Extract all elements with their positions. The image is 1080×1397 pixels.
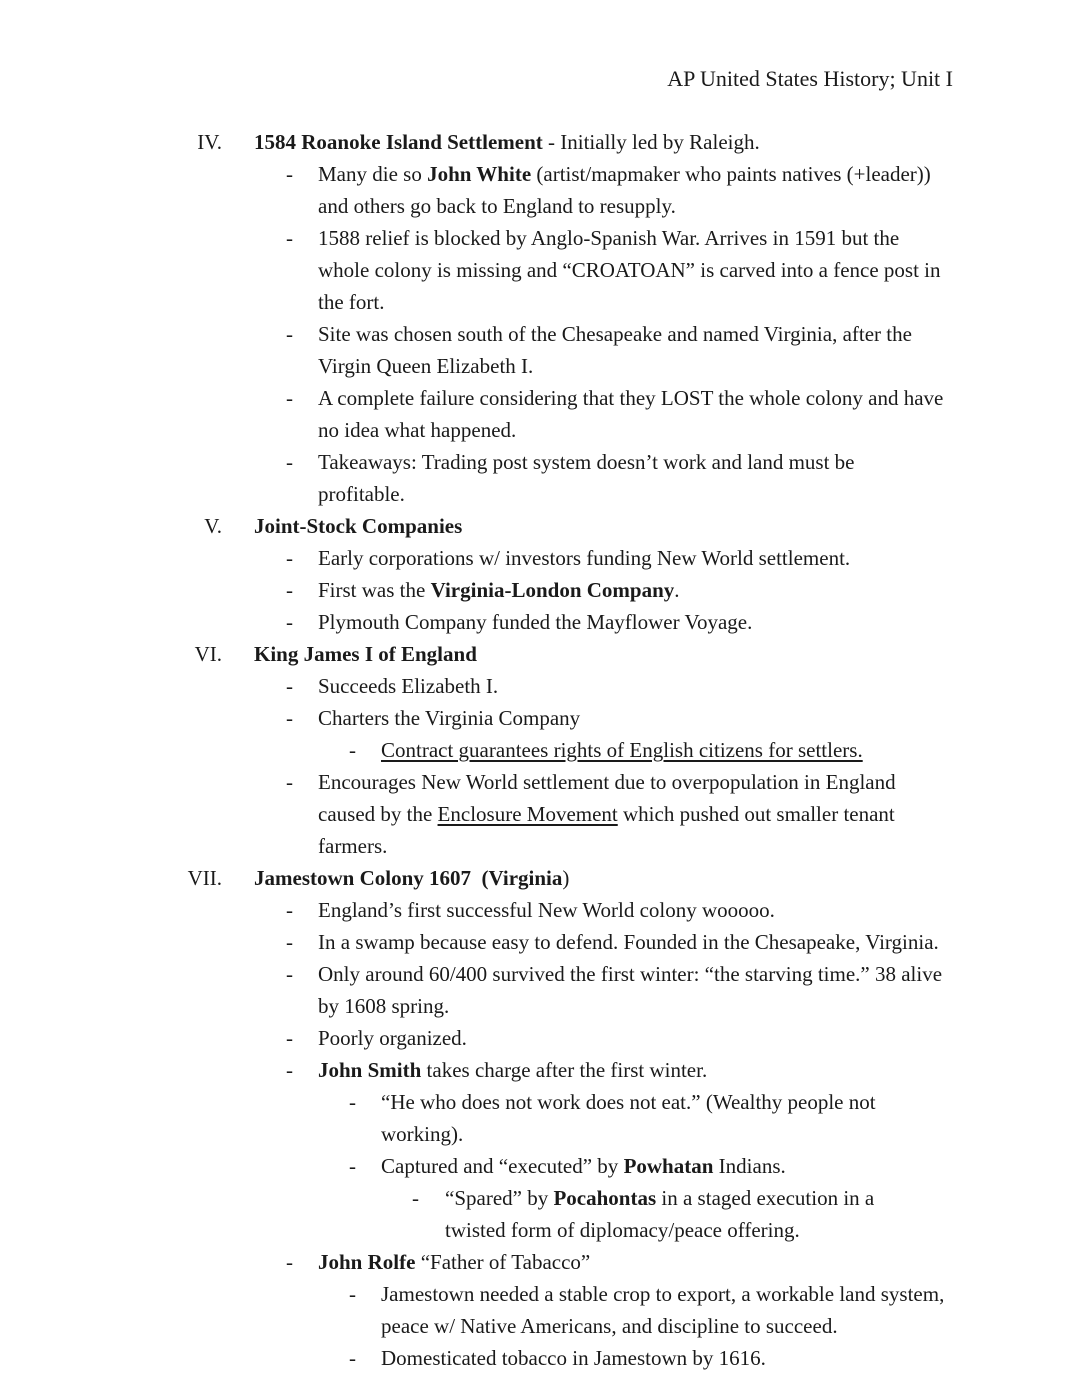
underlined-text: Enclosure Movement <box>437 802 618 826</box>
bullet-dash: - <box>286 450 293 474</box>
bullet-dash: - <box>286 674 293 698</box>
roman-numeral: IV. <box>197 130 222 154</box>
bullet <box>0 766 1080 862</box>
bold-term: John Rolfe <box>318 1250 416 1274</box>
bullet <box>0 670 1080 702</box>
underlined-text: Contract guarantees rights of English citizens for settlers. <box>381 738 863 762</box>
bullet-dash: - <box>349 1154 356 1178</box>
bullet-dash: - <box>286 162 293 186</box>
bullet-dash: - <box>286 706 293 730</box>
bullet <box>0 1054 1080 1086</box>
bullet <box>0 894 1080 926</box>
bullet-text: “Father of Tabacco” <box>415 1250 591 1274</box>
bullet-dash: - <box>286 386 293 410</box>
bullet-dash: - <box>286 578 293 602</box>
heading-bold: King James I of England <box>254 642 477 666</box>
bullet-dash: - <box>286 546 293 570</box>
bullet <box>0 926 1080 958</box>
sub-bullet <box>0 1150 1080 1182</box>
bullet <box>0 542 1080 574</box>
bullet-text: Only around 60/400 survived the first winter: “the starving time.” 38 alive by 1608 spring. <box>318 962 943 1018</box>
heading-rest: - Initially led by Raleigh. <box>542 130 760 154</box>
bullet <box>0 222 1080 318</box>
bold-term: John White <box>427 162 532 186</box>
section-heading <box>0 862 1080 894</box>
section-jamestown <box>0 862 1080 1374</box>
bullet-text: Succeeds Elizabeth I. <box>318 674 499 698</box>
bullet-text: (artist/mapmaker who paints natives (+leader)) and others go back to England to resupply. <box>318 162 931 218</box>
bullet <box>0 958 1080 1022</box>
bullet-dash: - <box>349 1090 356 1114</box>
bullet-text: First was the <box>318 578 431 602</box>
bullet-text: in a staged execution in a twisted form of diplomacy/peace offering. <box>445 1186 875 1242</box>
section-king-james <box>0 638 1080 862</box>
bullet-dash: - <box>286 226 293 250</box>
bullet-text: Many die so <box>318 162 428 186</box>
section-joint-stock <box>0 510 1080 638</box>
bullet-dash: - <box>286 1026 293 1050</box>
section-heading <box>0 638 1080 670</box>
bullet-text: Poorly organized. <box>318 1026 467 1050</box>
sub-sub-bullet <box>0 1182 1080 1246</box>
bullet-text: . <box>674 578 680 602</box>
bullet-text: “He who does not work does not eat.” (Wealthy people not working). <box>381 1090 876 1146</box>
bullet-text: Charters the Virginia Company <box>318 706 581 730</box>
bullet-dash: - <box>286 930 293 954</box>
roman-numeral: VI. <box>194 642 222 666</box>
notes-outline <box>0 126 1080 1374</box>
bullet-dash: - <box>286 1058 293 1082</box>
bullet <box>0 1246 1080 1278</box>
bullet-text: Encourages New World settlement due to overpopulation in England caused by the <box>318 770 896 826</box>
bullet-dash: - <box>349 1346 356 1370</box>
bold-term: Powhatan <box>623 1154 714 1178</box>
bold-term: Virginia-London Company <box>430 578 675 602</box>
bullet-text: Plymouth Company funded the Mayflower Voyage. <box>318 610 753 634</box>
bullet <box>0 1022 1080 1054</box>
bullet-dash: - <box>286 1250 293 1274</box>
bullet <box>0 606 1080 638</box>
section-heading <box>0 126 1080 158</box>
section-heading <box>0 510 1080 542</box>
sub-bullet <box>0 1342 1080 1374</box>
bullet-text: Early corporations w/ investors funding New World settlement. <box>318 546 851 570</box>
bullet-text: England’s first successful New World colony wooooo. <box>318 898 775 922</box>
roman-numeral: V. <box>204 514 222 538</box>
roman-numeral: VII. <box>187 866 222 890</box>
bullet-text: A complete failure considering that they LOST the whole colony and have no idea what happened. <box>318 386 944 442</box>
bullet-dash: - <box>349 1282 356 1306</box>
bullet-dash: - <box>286 898 293 922</box>
bullet <box>0 446 1080 510</box>
page-header: AP United States History; Unit I <box>667 66 953 91</box>
bullet-text: Site was chosen south of the Chesapeake and named Virginia, after the Virgin Queen Elizabeth I. <box>318 322 912 378</box>
bullet-text: Domesticated tobacco in Jamestown by 1616. <box>381 1346 766 1370</box>
bullet-text: which pushed out smaller tenant farmers. <box>318 802 895 858</box>
bullet-dash: - <box>286 962 293 986</box>
heading-bold: 1584 Roanoke Island Settlement <box>254 130 543 154</box>
section-roanoke <box>0 126 1080 510</box>
bullet <box>0 158 1080 222</box>
bullet-text: “Spared” by <box>445 1186 554 1210</box>
bullet-text: Indians. <box>713 1154 786 1178</box>
bullet-dash: - <box>412 1186 419 1210</box>
bold-term: John Smith <box>318 1058 422 1082</box>
bullet-dash: - <box>286 322 293 346</box>
sub-bullet <box>0 1278 1080 1342</box>
heading-rest: ) <box>562 866 570 890</box>
bullet-dash: - <box>286 770 293 794</box>
bold-term: Pocahontas <box>553 1186 657 1210</box>
bullet <box>0 318 1080 382</box>
sub-bullet <box>0 1086 1080 1150</box>
bullet <box>0 702 1080 734</box>
bullet-text: takes charge after the first winter. <box>421 1058 708 1082</box>
bullet-text: In a swamp because easy to defend. Founded in the Chesapeake, Virginia. <box>318 930 939 954</box>
bullet-text: Jamestown needed a stable crop to export, a workable land system, peace w/ Native Americans, and discipline to succeed. <box>381 1282 945 1338</box>
bullet-text: 1588 relief is blocked by Anglo-Spanish War. Arrives in 1591 but the whole colony is missing and “CROATOAN” is carved into a fence post in the fort. <box>318 226 941 314</box>
sub-bullet <box>0 734 1080 766</box>
bullet <box>0 574 1080 606</box>
bullet-text: Captured and “executed” by <box>381 1154 624 1178</box>
bullet-text: Takeaways: Trading post system doesn’t work and land must be profitable. <box>318 450 855 506</box>
bullet-dash: - <box>349 738 356 762</box>
heading-bold: Joint-Stock Companies <box>254 514 463 538</box>
heading-bold: Jamestown Colony 1607 (Virginia <box>254 866 563 890</box>
bullet <box>0 382 1080 446</box>
bullet-dash: - <box>286 610 293 634</box>
